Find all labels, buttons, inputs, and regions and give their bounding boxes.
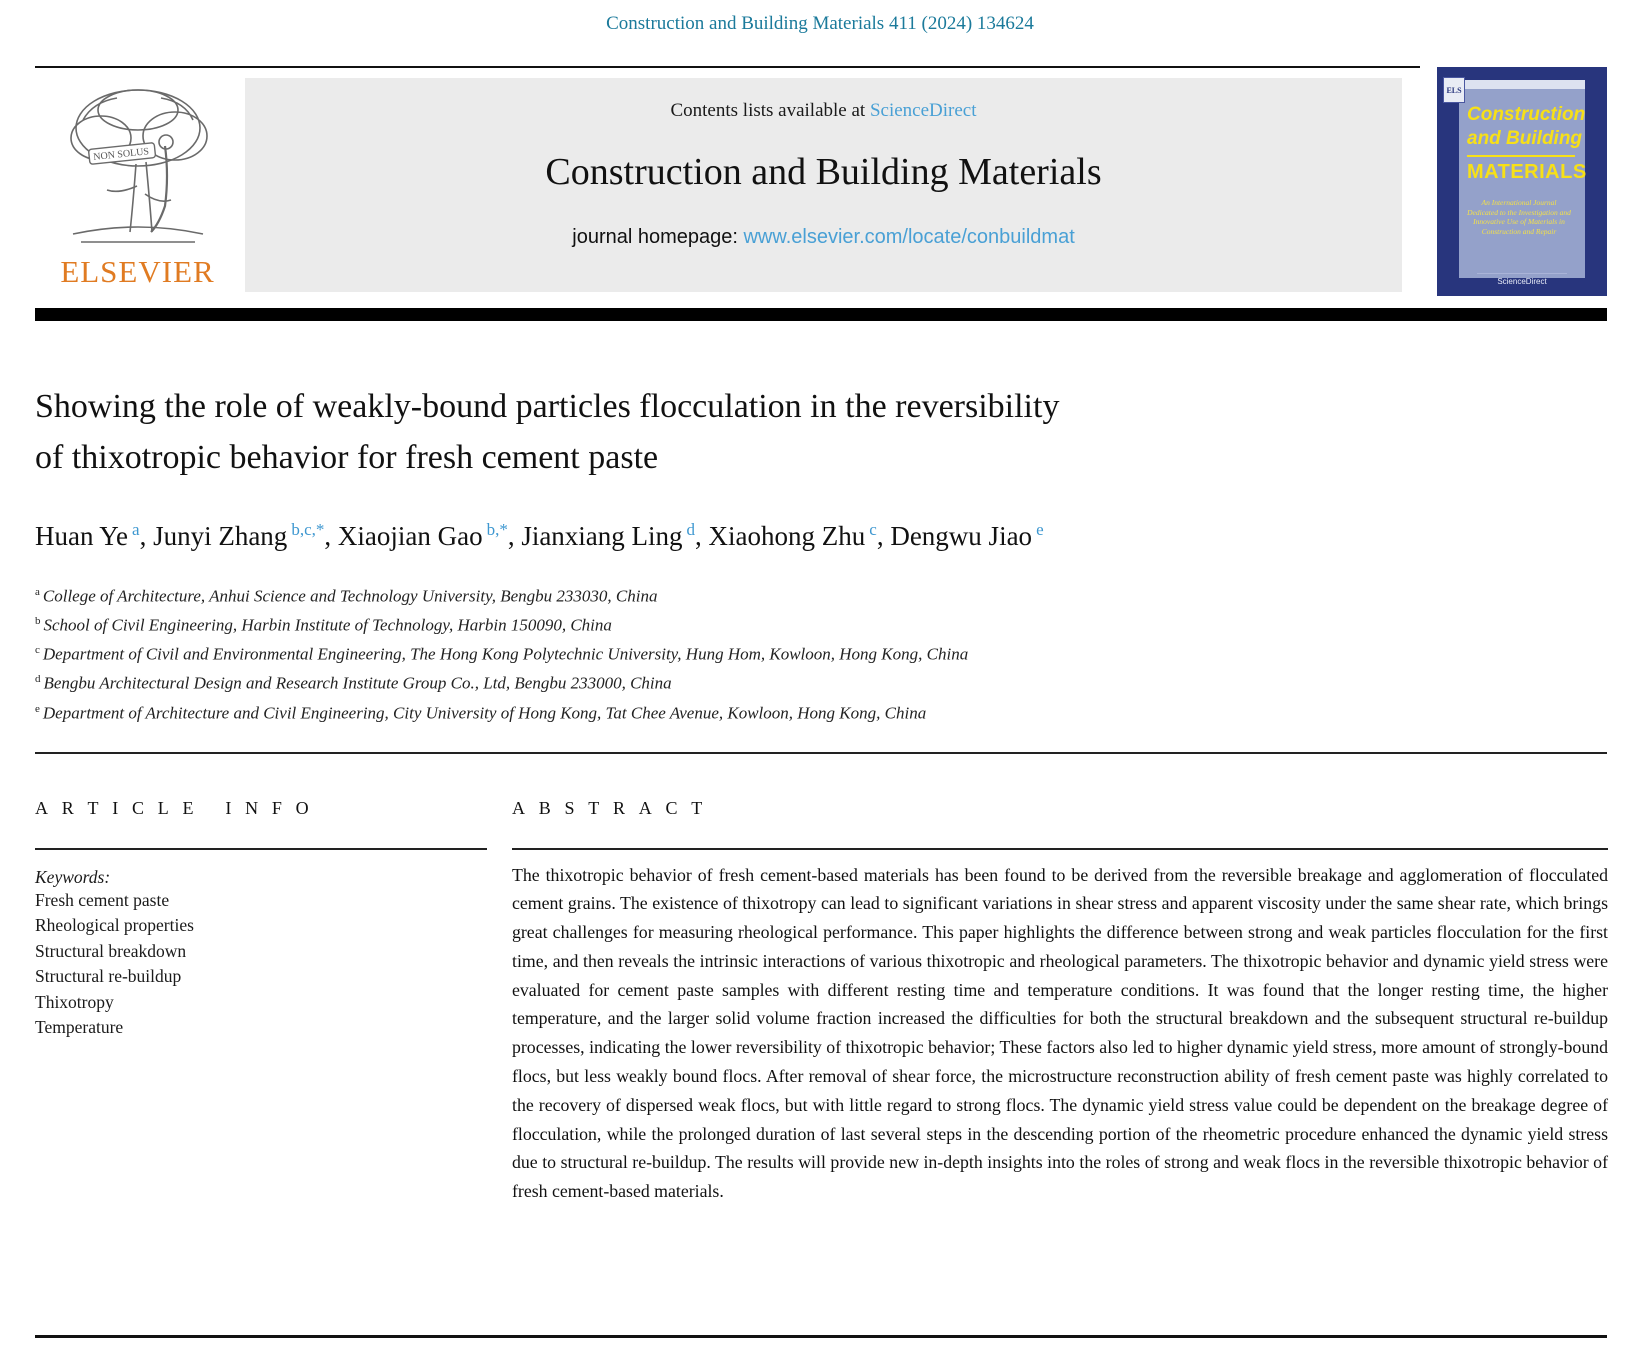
cover-footer-divider bbox=[1477, 273, 1567, 274]
keyword: Temperature bbox=[35, 1017, 124, 1037]
journal-title: Construction and Building Materials bbox=[545, 151, 1102, 193]
article-title-line2: of thixotropic behavior for fresh cement paste bbox=[35, 439, 659, 476]
author-name: Dengwu Jiao bbox=[890, 521, 1033, 551]
keyword: Structural re-buildup bbox=[35, 966, 182, 986]
abstract-text: The thixotropic behavior of fresh cement-based materials has been found to be derived from the reversible breakage and agglomeration of flocculated cement grains. The existence of thixotropy can lead to significant variations in shear stress and apparent viscosity under the same shear rate, which brings great challenges for measuring rheological performance. This paper highlights the difference between strong and weak particles flocculation for the first time, and then reveals the intrinsic interactions of various thixotropic and rheological parameters. The thixotropic behavior and dynamic yield stress were evaluated for cement paste samples with different resting time and temperature conditions. It was found that the longer resting time, the higher temperature, and the larger solid volume fraction increased the difficulties for both the structural breakdown and the subsequent structural re-buildup processes, indicating the lower reversibility of thixotropic behavior; These factors also led to higher dynamic yield stress, more amount of strongly-bound flocs, but less weakly bound flocs. After removal of shear force, the microstructure reconstruction ability of fresh cement paste was highly correlated to the recovery of dispersed weak flocs, but with little regard to strong flocs. The dynamic yield stress value could be dependent on the breakage degree of flocculation, while the prolonged duration of last several steps in the descending portion of the rheometric procedure enhanced the dynamic yield stress due to structural re-buildup. The results will provide new in-depth insights into the roles of strong and weak flocs in the reversible thixotropic behavior of fresh cement-based materials. bbox=[512, 864, 1608, 1202]
author-name: Huan Ye bbox=[35, 521, 129, 551]
contents-prefix: Contents lists available at bbox=[670, 100, 870, 121]
article-title-line1: Showing the role of weakly-bound particles flocculation in the reversibility bbox=[35, 388, 1060, 425]
affiliation bbox=[35, 697, 1215, 726]
abstract-rule bbox=[512, 848, 1608, 850]
affiliation bbox=[35, 638, 1215, 667]
author-sup[interactable]: a bbox=[132, 520, 140, 539]
keywords-label: Keywords: bbox=[35, 866, 111, 887]
author-separator: , bbox=[695, 521, 709, 551]
keyword: Structural breakdown bbox=[35, 940, 187, 961]
homepage-prefix: journal homepage: bbox=[572, 226, 744, 248]
cover-text bbox=[1467, 103, 1587, 236]
article-info-rule bbox=[35, 848, 487, 850]
keyword: Thixotropy bbox=[35, 991, 114, 1012]
abstract-section bbox=[512, 798, 1608, 1206]
author-sup[interactable]: b,c,* bbox=[291, 520, 325, 539]
elsevier-wordmark: ELSEVIER bbox=[60, 254, 215, 289]
cover-footer: ScienceDirect bbox=[1497, 277, 1547, 286]
affiliation bbox=[35, 580, 1215, 609]
author-name: Jianxiang Ling bbox=[521, 521, 683, 551]
homepage-line bbox=[245, 226, 1402, 249]
author-sup[interactable]: c bbox=[869, 520, 877, 539]
affiliation-sup: e bbox=[35, 702, 40, 715]
author-name: Junyi Zhang bbox=[153, 521, 288, 551]
homepage-url-link[interactable]: www.elsevier.com/locate/conbuildmat bbox=[743, 226, 1075, 248]
abstract-heading: A B S T R A C T bbox=[512, 798, 709, 818]
author bbox=[35, 521, 153, 551]
header-black-bar bbox=[35, 308, 1607, 321]
elsevier-mini-logo-icon: ELS bbox=[1443, 77, 1465, 103]
cover-title-line2: and Building bbox=[1467, 128, 1583, 149]
author-list bbox=[35, 520, 1575, 552]
cover-top-band bbox=[1459, 80, 1585, 89]
author bbox=[521, 521, 708, 551]
article-info-heading: A R T I C L E I N F O bbox=[35, 798, 315, 818]
elsevier-tree-icon bbox=[53, 76, 223, 252]
author-separator: , bbox=[507, 521, 522, 551]
cover-title-line3: MATERIALS bbox=[1467, 161, 1587, 183]
affiliation-sup: c bbox=[35, 644, 40, 657]
keyword: Fresh cement paste bbox=[35, 889, 170, 910]
keyword: Rheological properties bbox=[35, 915, 194, 935]
author bbox=[338, 521, 521, 551]
header-top-rule bbox=[35, 66, 1420, 68]
cover-tagline: An International Journal Dedicated to the Investigation and Innovative Use of Materials in Construction and Repair bbox=[1467, 198, 1571, 236]
cover-divider bbox=[1467, 155, 1575, 157]
article-title bbox=[35, 381, 1485, 483]
author-name: Xiaohong Zhu bbox=[708, 521, 866, 551]
section-divider bbox=[35, 752, 1607, 754]
affiliation-text: Department of Architecture and Civil Engineering, City University of Hong Kong, Tat Chee Avenue, Kowloon, Hong Kong, China bbox=[42, 703, 927, 723]
author bbox=[153, 521, 338, 551]
journal-banner bbox=[245, 78, 1402, 292]
affiliation bbox=[35, 609, 1215, 638]
affiliation-text: College of Architecture, Anhui Science and Technology University, Bengbu 233030, China bbox=[42, 586, 658, 606]
author-separator: , bbox=[876, 521, 891, 551]
sciencedirect-link[interactable]: ScienceDirect bbox=[869, 100, 977, 121]
author bbox=[709, 521, 891, 551]
logo-motto: NON SOLUS bbox=[92, 146, 150, 163]
author-name: Xiaojian Gao bbox=[337, 521, 483, 551]
author-sup[interactable]: e bbox=[1036, 520, 1044, 539]
affiliation-sup: b bbox=[35, 615, 41, 628]
author-separator: , bbox=[324, 521, 338, 551]
affiliation-list bbox=[35, 580, 1215, 726]
contents-line bbox=[245, 100, 1402, 122]
author-sup[interactable]: d bbox=[686, 520, 696, 539]
elsevier-logo bbox=[35, 76, 240, 292]
journal-citation: Construction and Building Materials 411 (2024) 134624 bbox=[606, 13, 1034, 34]
affiliation-text: Bengbu Architectural Design and Research Institute Group Co., Ltd, Bengbu 233000, China bbox=[43, 674, 672, 694]
journal-cover[interactable] bbox=[1437, 67, 1607, 296]
affiliation-sup: d bbox=[35, 673, 41, 686]
author-sup[interactable]: b,* bbox=[486, 520, 508, 539]
cover-title-line1: Construction bbox=[1467, 104, 1586, 125]
author bbox=[890, 521, 1043, 551]
author-separator: , bbox=[139, 521, 154, 551]
article-info-section bbox=[35, 798, 487, 1041]
affiliation-text: School of Civil Engineering, Harbin Institute of Technology, Harbin 150090, China bbox=[43, 615, 612, 635]
page-bottom-rule bbox=[35, 1335, 1607, 1338]
affiliation bbox=[35, 667, 1215, 696]
affiliation-text: Department of Civil and Environmental Engineering, The Hong Kong Polytechnic University, Hung Hom, Kowloon, Hong Kong, China bbox=[42, 644, 969, 664]
affiliation-sup: a bbox=[35, 586, 40, 598]
